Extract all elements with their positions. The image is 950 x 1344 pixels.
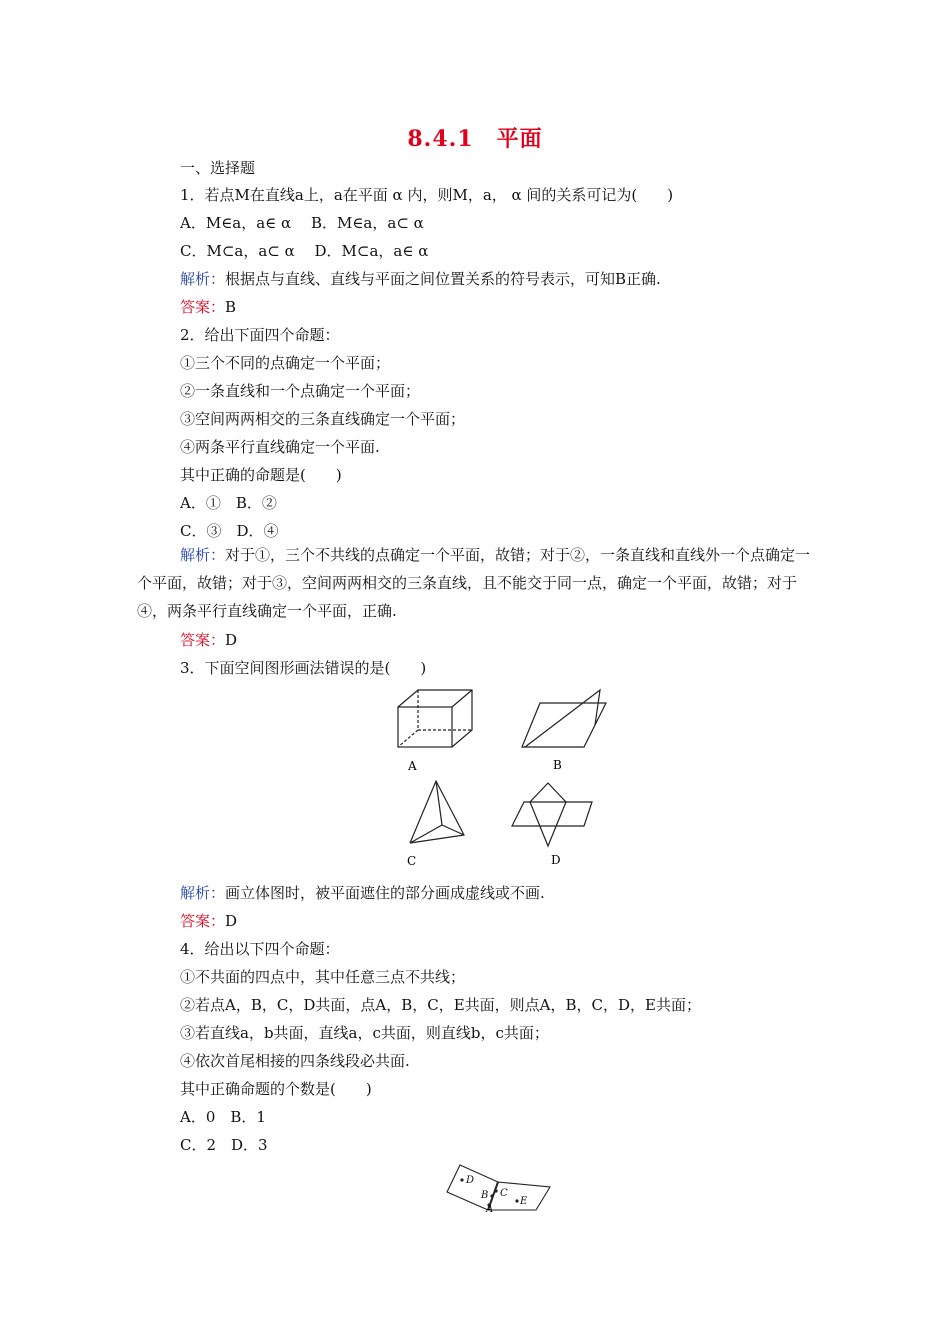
q3-stem: 3．下面空间图形画法错误的是( ) bbox=[180, 659, 427, 677]
point-label-a: A bbox=[486, 1204, 494, 1215]
q2-options-cd: C．③ D．④ bbox=[180, 522, 279, 540]
q2-stem: 2．给出下面四个命题： bbox=[180, 326, 340, 344]
q2-statement-4: ④两条平行直线确定一个平面. bbox=[180, 438, 380, 456]
figure-d-planes bbox=[512, 783, 592, 846]
q1-options-ab: A．M∈a，a∈ α B．M∈a，a⊂ α bbox=[180, 214, 424, 232]
q4-statement-3: ③若直线a，b共面，直线a，c共面，则直线b，c共面； bbox=[180, 1024, 549, 1042]
q4-options-ab: A．0 B．1 bbox=[180, 1108, 266, 1126]
figure-label-a: A bbox=[408, 759, 417, 773]
q1-options-cd: C．M⊂a，a⊂ α D．M⊂a，a∈ α bbox=[180, 242, 429, 260]
q4-statement-4: ④依次首尾相接的四条线段必共面. bbox=[180, 1052, 410, 1070]
analysis-label: 解析： bbox=[180, 884, 226, 902]
figure-label-b: B bbox=[553, 758, 562, 772]
analysis-text: 对于①，三个不共线的点确定一个平面，故错；对于②，一条直线和直线外一个点确定一个平面，故错；对于③，空间两两相交的三条直线，且不能交于同一点，确定一个平面，故错；对于④，两条平行直线确定一个平面，正确. bbox=[137, 546, 811, 620]
point-label-e: E bbox=[520, 1196, 528, 1207]
q1-answer bbox=[180, 297, 236, 317]
q1-analysis bbox=[180, 269, 661, 289]
section-heading: 一、选择题 bbox=[180, 159, 256, 177]
q2-statement-1: ①三个不同的点确定一个平面； bbox=[180, 354, 391, 372]
analysis-text: 画立体图时，被平面遮住的部分画成虚线或不画. bbox=[225, 884, 545, 902]
analysis-label: 解析： bbox=[180, 546, 226, 564]
q4-figure bbox=[444, 1162, 554, 1214]
answer-value: D bbox=[225, 631, 238, 649]
q1-stem: 1．若点M在直线a上，a在平面 α 内，则M，a， α 间的关系可记为( ) bbox=[180, 186, 674, 204]
figure-b-planes bbox=[522, 690, 606, 747]
point-label-d: D bbox=[466, 1175, 475, 1186]
q4-statement-1: ①不共面的四点中，其中任意三点不共线； bbox=[180, 968, 466, 986]
q2-options-ab: A．① B．② bbox=[180, 494, 277, 512]
analysis-text: 根据点与直线、直线与平面之间位置关系的符号表示，可知B正确. bbox=[225, 270, 661, 288]
figure-label-d: D bbox=[551, 853, 561, 867]
q4-stem: 4．给出以下四个命题： bbox=[180, 940, 340, 958]
q4-ask: 其中正确命题的个数是( ) bbox=[180, 1080, 372, 1098]
q4-statement-2: ②若点A，B，C，D共面，点A，B，C，E共面，则点A，B，C，D，E共面； bbox=[180, 996, 701, 1014]
q2-answer bbox=[180, 630, 237, 650]
analysis-label: 解析： bbox=[180, 270, 226, 288]
point-label-c: C bbox=[500, 1188, 508, 1199]
answer-label: 答案： bbox=[180, 912, 226, 930]
figure-a-cube bbox=[398, 690, 472, 747]
q2-statement-3: ③空间两两相交的三条直线确定一个平面； bbox=[180, 410, 466, 428]
q4-options-cd: C．2 D．3 bbox=[180, 1136, 268, 1154]
q3-figure bbox=[380, 685, 620, 875]
q3-analysis bbox=[180, 883, 545, 903]
q2-statement-2: ②一条直线和一个点确定一个平面； bbox=[180, 382, 421, 400]
answer-value: D bbox=[225, 912, 238, 930]
point-label-b: B bbox=[481, 1190, 489, 1201]
q3-answer bbox=[180, 911, 237, 931]
answer-label: 答案： bbox=[180, 631, 226, 649]
q2-analysis bbox=[137, 541, 815, 625]
figure-label-c: C bbox=[407, 854, 417, 868]
answer-label: 答案： bbox=[180, 298, 226, 316]
page-title: 8.4.1 平面 bbox=[407, 126, 543, 152]
q2-ask: 其中正确的命题是( ) bbox=[180, 466, 342, 484]
figure-c-tetrahedron bbox=[410, 781, 464, 843]
answer-value: B bbox=[225, 298, 237, 316]
